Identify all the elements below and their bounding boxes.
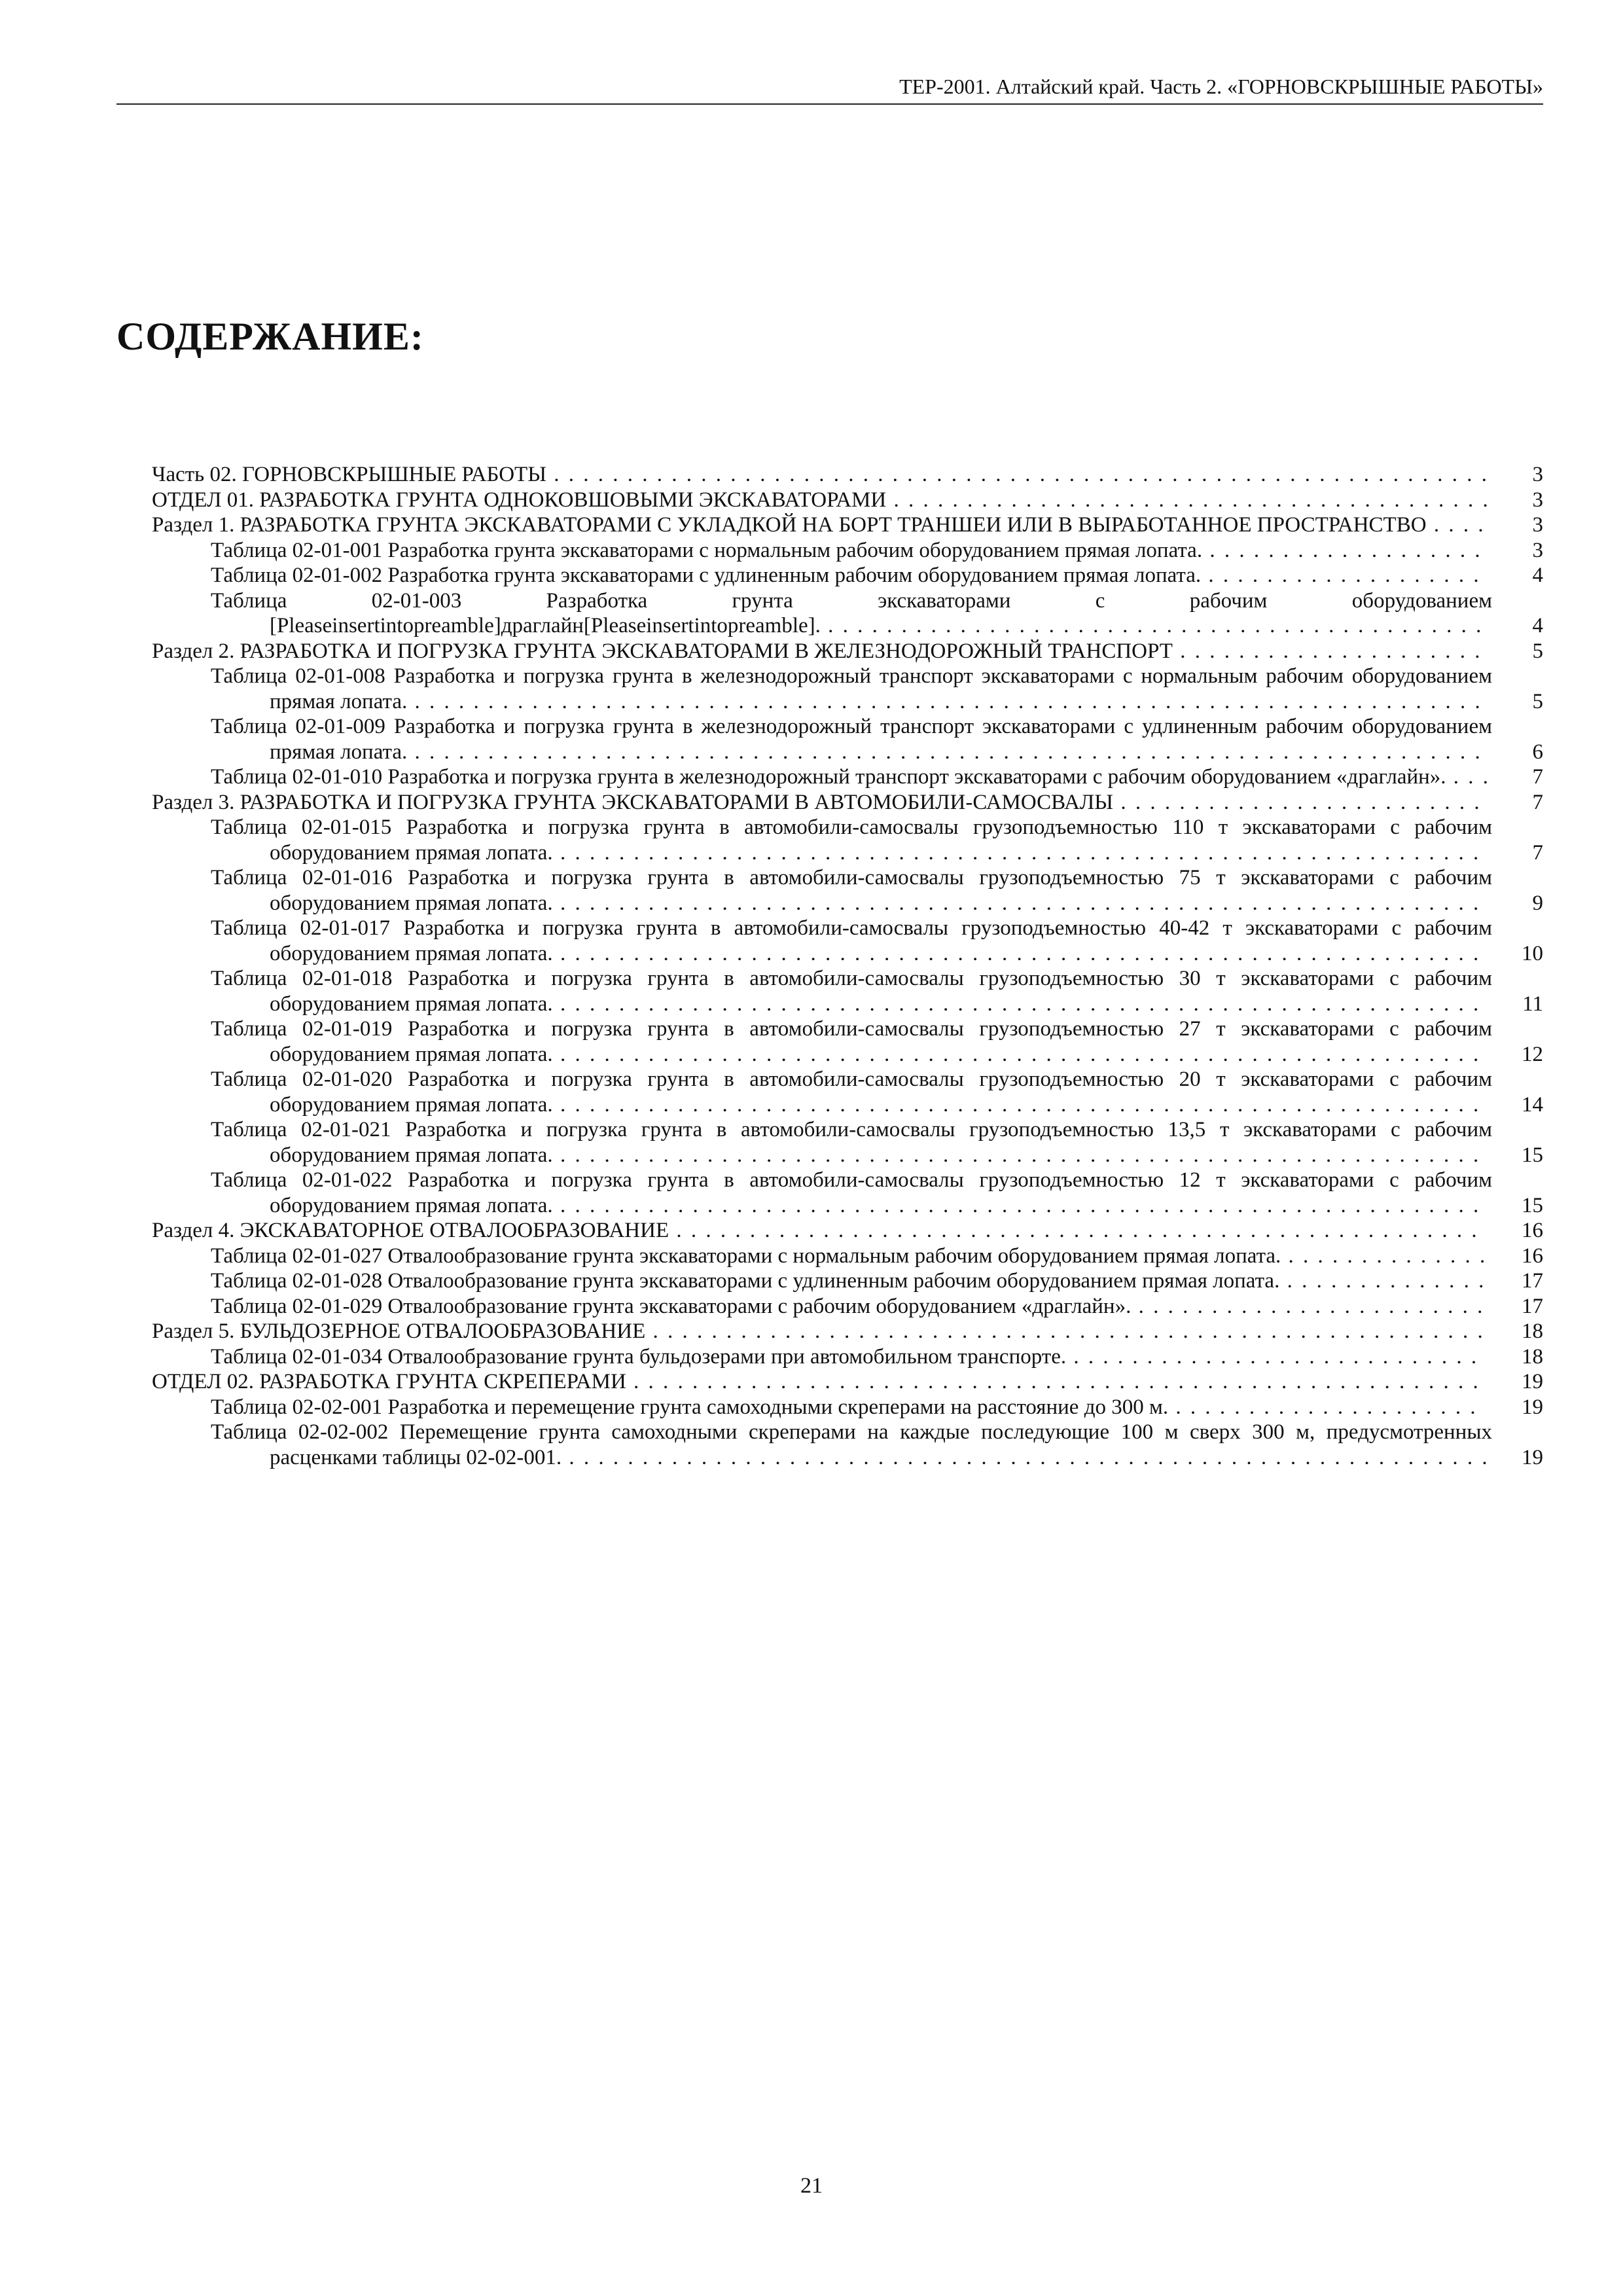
toc-entry-title: Раздел 1. РАЗРАБОТКА ГРУНТА ЭКСКАВАТОРАМИ С УКЛАДКОЙ НА БОРТ ТРАНШЕИ ИЛИ В ВЫРАБОТАННОЕ ПРОСТРАНСТВО <box>152 513 1427 537</box>
dot-leader: . . . . . . . . . . . . . . . . . . . . . . . . . . . . . . . . . . . . . . . . . <box>886 488 1490 512</box>
dot-leader: . . . . . . . . . . . . . . . . . . . . . . . . . . . . . . . . . . . . . . . . . . . . . . . . . . . . . . . . . <box>645 1319 1485 1343</box>
toc-entry-text <box>152 966 1492 1016</box>
toc-entry-page: 4 <box>1532 614 1543 637</box>
toc-entry-page: 6 <box>1532 740 1543 764</box>
toc-entry-page: 15 <box>1522 1193 1543 1217</box>
toc-entry[interactable] <box>152 1117 1543 1168</box>
toc-entry-title: Таблица 02-01-016 Разработка и погрузка грунта в автомобили-самосвалы грузоподъемностью 75 т экскаваторами с рабочим оборудованием прямая лопата. <box>211 866 1492 915</box>
page-title: СОДЕРЖАНИЕ: <box>116 315 424 358</box>
toc-entry-text <box>152 1369 1492 1395</box>
toc-entry-text <box>152 1344 1492 1370</box>
dot-leader: . . . . . . . . . . . . . . . . . . . . . . . . . . . . . . . . . . . . . . . . . . . . . . . . . . . . . . . . . . . . . . . <box>552 1193 1481 1217</box>
toc-entry[interactable] <box>152 639 1543 664</box>
dot-leader: . . . . . . . . . . . . . . . . . . . . . . . . . . . . . . . . . . . . . . . . . . . . . . . . . . . . . . . . . . . . . . . . <box>546 463 1489 486</box>
toc-entry-title: Таблица 02-01-008 Разработка и погрузка грунта в железнодорожный транспорт экскаваторами с нормальным рабочим оборудованием прямая лопата. <box>211 664 1492 713</box>
toc-entry-text <box>152 664 1492 714</box>
dot-leader: . . . . . . . . . . . . . . <box>1279 1269 1486 1293</box>
toc-entry-text <box>152 1016 1492 1067</box>
toc-entry-page: 7 <box>1532 840 1543 865</box>
toc-entry-text <box>152 815 1492 865</box>
toc-entry[interactable] <box>152 1294 1543 1319</box>
toc-entry-text <box>152 488 1492 513</box>
dot-leader: . . . . . . . . . . . . . . . . . . . . . <box>1168 1395 1478 1419</box>
toc-entry[interactable] <box>152 1420 1543 1470</box>
toc-entry-text <box>152 1067 1492 1117</box>
toc-entry-page: 19 <box>1522 1395 1543 1419</box>
toc-entry-title: Раздел 5. БУЛЬДОЗЕРНОЕ ОТВАЛООБРАЗОВАНИЕ <box>152 1319 646 1343</box>
toc-entry-text <box>152 764 1492 790</box>
dot-leader: . . . . . . . . . . . . . . . . . . . . . . . . . . . . . . . . . . . . . . . . . . . . . . . . . . . . . . . . . . . . . . . <box>552 1042 1481 1066</box>
toc-entry-page: 5 <box>1532 689 1543 713</box>
toc-entry-text <box>152 1117 1492 1168</box>
dot-leader: . . . . . . . . . . . . . . . . . . . . . . . . . . . . . . . . . . . . . . . . . . . . . . . . . . . . . . . . . . . . . . . . . . . . . . . . . <box>407 740 1482 764</box>
toc-entry-text <box>152 538 1492 564</box>
dot-leader: . . . . <box>1426 513 1486 537</box>
toc-entry-title: Таблица 02-01-019 Разработка и погрузка грунта в автомобили-самосвалы грузоподъемностью 27 т экскаваторами с рабочим оборудованием прямая лопата. <box>211 1017 1492 1066</box>
toc-entry[interactable] <box>152 714 1543 764</box>
toc-entry-page: 19 <box>1522 1445 1543 1469</box>
toc-entry-title: Таблица 02-01-021 Разработка и погрузка грунта в автомобили-самосвалы грузоподъемностью 13,5 т экскаваторами с рабочим оборудованием прямая лопата. <box>211 1118 1492 1167</box>
toc-entry-text <box>152 639 1492 664</box>
toc-entry[interactable] <box>152 1067 1543 1117</box>
toc-entry[interactable] <box>152 1344 1543 1370</box>
toc-entry-page: 3 <box>1532 538 1543 562</box>
dot-leader: . . . . . . . . . . . . . . . . . . . . . . . . . . . . . . . . . . . . . . . . . . . . . . . . . . . . . . . . . . . . . . . . . . . . . . . . . <box>407 689 1482 713</box>
dot-leader: . . . . . . . . . . . . . . . . . . . . . . . . . . . . . . . . . . . . . . . . . . . . . . . . . . . . . . . . . . <box>626 1370 1480 1393</box>
toc-entry-title: Таблица 02-01-018 Разработка и погрузка грунта в автомобили-самосвалы грузоподъемностью 30 т экскаваторами с рабочим оборудованием прямая лопата. <box>211 967 1492 1016</box>
dot-leader: . . . . . . . . . . . . . . . . . . . . . <box>1172 639 1482 663</box>
dot-leader: . . . . . . . . . . . . . . . . . . . . . . . . . . . . . . . . . . . . . . . . . . . . . . . . . . . . . . . . . . . . . . . <box>552 840 1481 865</box>
toc-entry-page: 19 <box>1522 1370 1543 1393</box>
toc-entry[interactable] <box>152 563 1543 588</box>
toc-entry-page: 3 <box>1532 463 1543 486</box>
toc-entry-page: 3 <box>1532 513 1543 537</box>
dot-leader: . . . . . . . . . . . . . . <box>1281 1244 1488 1268</box>
toc-entry[interactable] <box>152 1319 1543 1344</box>
toc-entry-text <box>152 916 1492 966</box>
toc-entry[interactable] <box>152 764 1543 790</box>
toc-entry-title: Таблица 02-02-002 Перемещение грунта самоходными скреперами на каждые последующие 100 м сверх 300 м, предусмотренных расценками таблицы 02-02-001. <box>211 1420 1492 1469</box>
toc-entry-text <box>152 865 1492 916</box>
toc-entry-title: Таблица 02-01-015 Разработка и погрузка грунта в автомобили-самосвалы грузоподъемностью 110 т экскаваторами с рабочим оборудованием прямая лопата. <box>211 816 1492 865</box>
toc-entry-page: 5 <box>1532 639 1543 663</box>
dot-leader: . . . . . . . . . . . . . . . . . . . . . . . . . . . . <box>1066 1344 1479 1369</box>
toc-entry-page: 10 <box>1522 941 1543 965</box>
dot-leader: . . . . . . . . . . . . . . . . . . . . . . . . . . . . . . . . . . . . . . . . . . . . . <box>820 614 1484 637</box>
toc-entry-title: Таблица 02-01-002 Разработка грунта экскаваторами с удлиненным рабочим оборудованием прямая лопата. <box>211 564 1202 587</box>
toc-entry-page: 3 <box>1532 488 1543 512</box>
toc-entry-text <box>152 1218 1492 1244</box>
toc-entry[interactable] <box>152 1268 1543 1294</box>
toc-entry[interactable] <box>152 512 1543 538</box>
toc-entry-title: Таблица 02-01-003 Разработка грунта экскаваторами с рабочим оборудованием [Pleaseinsertintopreamble]драглайн[Pleaseinsertintopreamble]. <box>211 588 1492 637</box>
dot-leader: . . . . . . . . . . . . . . . . . . . <box>1202 538 1482 562</box>
toc-entry[interactable] <box>152 664 1543 714</box>
toc-entry-page: 16 <box>1522 1244 1543 1268</box>
toc-entry[interactable] <box>152 1016 1543 1067</box>
toc-entry-text <box>152 1395 1492 1420</box>
toc-entry-title: Таблица 02-01-001 Разработка грунта экскаваторами с нормальным рабочим оборудованием прямая лопата. <box>211 538 1203 562</box>
toc-entry[interactable] <box>152 488 1543 513</box>
toc-entry[interactable] <box>152 1369 1543 1395</box>
toc-entry-page: 18 <box>1522 1344 1543 1369</box>
dot-leader: . . . . . . . . . . . . . . . . . . . <box>1201 564 1481 587</box>
toc-entry-page: 9 <box>1532 891 1543 915</box>
toc-entry-title: ОТДЕЛ 01. РАЗРАБОТКА ГРУНТА ОДНОКОВШОВЫМИ ЭКСКАВАТОРАМИ <box>152 488 887 512</box>
toc-entry-text <box>152 563 1492 588</box>
toc-entry-page: 17 <box>1522 1269 1543 1293</box>
toc-entry-page: 14 <box>1522 1092 1543 1117</box>
toc-entry-title: ОТДЕЛ 02. РАЗРАБОТКА ГРУНТА СКРЕПЕРАМИ <box>152 1370 626 1393</box>
toc-entry-title: Раздел 3. РАЗРАБОТКА И ПОГРУЗКА ГРУНТА ЭКСКАВАТОРАМИ В АВТОМОБИЛИ-САМОСВАЛЫ <box>152 790 1114 814</box>
toc-entry[interactable] <box>152 865 1543 916</box>
toc-entry-page: 7 <box>1532 790 1543 814</box>
toc-entry[interactable] <box>152 966 1543 1016</box>
dot-leader: . . . . . . . . . . . . . . . . . . . . . . . . . . . . . . . . . . . . . . . . . . . . . . . . . . . . . . . <box>669 1219 1479 1242</box>
toc-entry-page: 11 <box>1522 992 1543 1016</box>
dot-leader: . . . . . . . . . . . . . . . . . . . . . . . . . . . . . . . . . . . . . . . . . . . . . . . . . . . . . . . . . . . . . . . <box>552 992 1481 1016</box>
toc-entry-title: Таблица 02-01-022 Разработка и погрузка грунта в автомобили-самосвалы грузоподъемностью 12 т экскаваторами с рабочим оборудованием прямая лопата. <box>211 1168 1492 1217</box>
dot-leader: . . . . . . . . . . . . . . . . . . . . . . . . . . . . . . . . . . . . . . . . . . . . . . . . . . . . . . . . . . . . . . . <box>552 891 1481 915</box>
dot-leader: . . . . . . . . . . . . . . . . . . . . . . . . . . . . . . . . . . . . . . . . . . . . . . . . . . . . . . . . . . . . . . . <box>562 1445 1489 1469</box>
toc-entry-text <box>152 1268 1492 1294</box>
toc-entry-page: 18 <box>1522 1319 1543 1343</box>
toc-entry-title: Таблица 02-01-010 Разработка и погрузка грунта в железнодорожный транспорт экскаваторами с рабочим оборудованием «драглайн». <box>211 765 1446 789</box>
toc-entry-text <box>152 1319 1492 1344</box>
toc-entry-title: Часть 02. ГОРНОВСКРЫШНЫЕ РАБОТЫ <box>152 463 546 486</box>
toc-entry-title: Таблица 02-01-028 Отвалообразование грунта экскаваторами с удлиненным рабочим оборудованием прямая лопата. <box>211 1269 1280 1293</box>
toc-entry[interactable] <box>152 916 1543 966</box>
toc-entry-page: 15 <box>1522 1143 1543 1167</box>
toc-entry-title: Таблица 02-01-020 Разработка и погрузка грунта в автомобили-самосвалы грузоподъемностью 20 т экскаваторами с рабочим оборудованием прямая лопата. <box>211 1067 1492 1117</box>
toc-entry-text <box>152 462 1492 488</box>
toc-entry-text <box>152 1294 1492 1319</box>
toc-entry[interactable] <box>152 815 1543 865</box>
toc-entry-page: 17 <box>1522 1294 1543 1318</box>
toc-entry[interactable] <box>152 1218 1543 1244</box>
toc-entry-title: Раздел 4. ЭКСКАВАТОРНОЕ ОТВАЛООБРАЗОВАНИЕ <box>152 1219 669 1242</box>
toc-entry-title: Таблица 02-02-001 Разработка и перемещение грунта самоходными скреперами на расстояние до 300 м. <box>211 1395 1169 1419</box>
toc-entry-page: 7 <box>1532 765 1543 789</box>
toc-entry-text <box>152 790 1492 816</box>
toc-entry-text <box>152 714 1492 764</box>
toc-entry-text <box>152 588 1492 639</box>
dot-leader: . . . . . . . . . . . . . . . . . . . . . . . . . <box>1113 790 1482 814</box>
dot-leader: . . . . . . . . . . . . . . . . . . . . . . . . . . . . . . . . . . . . . . . . . . . . . . . . . . . . . . . . . . . . . . . <box>552 1092 1481 1117</box>
toc-entry[interactable] <box>152 790 1543 816</box>
toc-entry-page: 12 <box>1522 1042 1543 1066</box>
toc-entry-title: Таблица 02-01-017 Разработка и погрузка грунта в автомобили-самосвалы грузоподъемностью 40-42 т экскаваторами с рабочим оборудованием прямая лопата. <box>211 916 1492 965</box>
dot-leader: . . . <box>1446 765 1491 789</box>
table-of-contents <box>152 462 1543 1470</box>
toc-entry-title: Таблица 02-01-009 Разработка и погрузка грунта в железнодорожный транспорт экскаваторами с удлиненным рабочим оборудованием прямая лопата. <box>211 715 1492 764</box>
toc-entry-title: Таблица 02-01-034 Отвалообразование грунта бульдозерами при автомобильном транспорте. <box>211 1344 1067 1369</box>
toc-entry-text <box>152 1420 1492 1470</box>
toc-entry-title: Таблица 02-01-029 Отвалообразование грунта экскаваторами с рабочим оборудованием «драглайн». <box>211 1294 1132 1318</box>
toc-entry[interactable] <box>152 1168 1543 1218</box>
header-rule <box>116 103 1543 105</box>
running-header: ТЕР-2001. Алтайский край. Часть 2. «ГОРНОВСКРЫШНЫЕ РАБОТЫ» <box>899 75 1543 98</box>
toc-entry[interactable] <box>152 538 1543 564</box>
toc-entry-title: Таблица 02-01-027 Отвалообразование грунта экскаваторами с нормальным рабочим оборудованием прямая лопата. <box>211 1244 1281 1268</box>
dot-leader: . . . . . . . . . . . . . . . . . . . . . . . . . . . . . . . . . . . . . . . . . . . . . . . . . . . . . . . . . . . . . . . <box>552 1143 1481 1167</box>
toc-entry[interactable] <box>152 588 1543 639</box>
toc-entry-text <box>152 1168 1492 1218</box>
toc-entry[interactable] <box>152 462 1543 488</box>
dot-leader: . . . . . . . . . . . . . . . . . . . . . . . . <box>1131 1294 1485 1318</box>
toc-entry-page: 4 <box>1532 564 1543 587</box>
toc-entry[interactable] <box>152 1395 1543 1420</box>
toc-entry-title: Раздел 2. РАЗРАБОТКА И ПОГРУЗКА ГРУНТА ЭКСКАВАТОРАМИ В ЖЕЛЕЗНОДОРОЖНЫЙ ТРАНСПОРТ <box>152 639 1173 663</box>
toc-entry-text <box>152 512 1492 538</box>
dot-leader: . . . . . . . . . . . . . . . . . . . . . . . . . . . . . . . . . . . . . . . . . . . . . . . . . . . . . . . . . . . . . . . <box>552 941 1481 965</box>
page-number: 21 <box>800 2174 823 2198</box>
toc-entry-page: 16 <box>1522 1219 1543 1242</box>
toc-entry-text <box>152 1244 1492 1269</box>
toc-entry[interactable] <box>152 1244 1543 1269</box>
